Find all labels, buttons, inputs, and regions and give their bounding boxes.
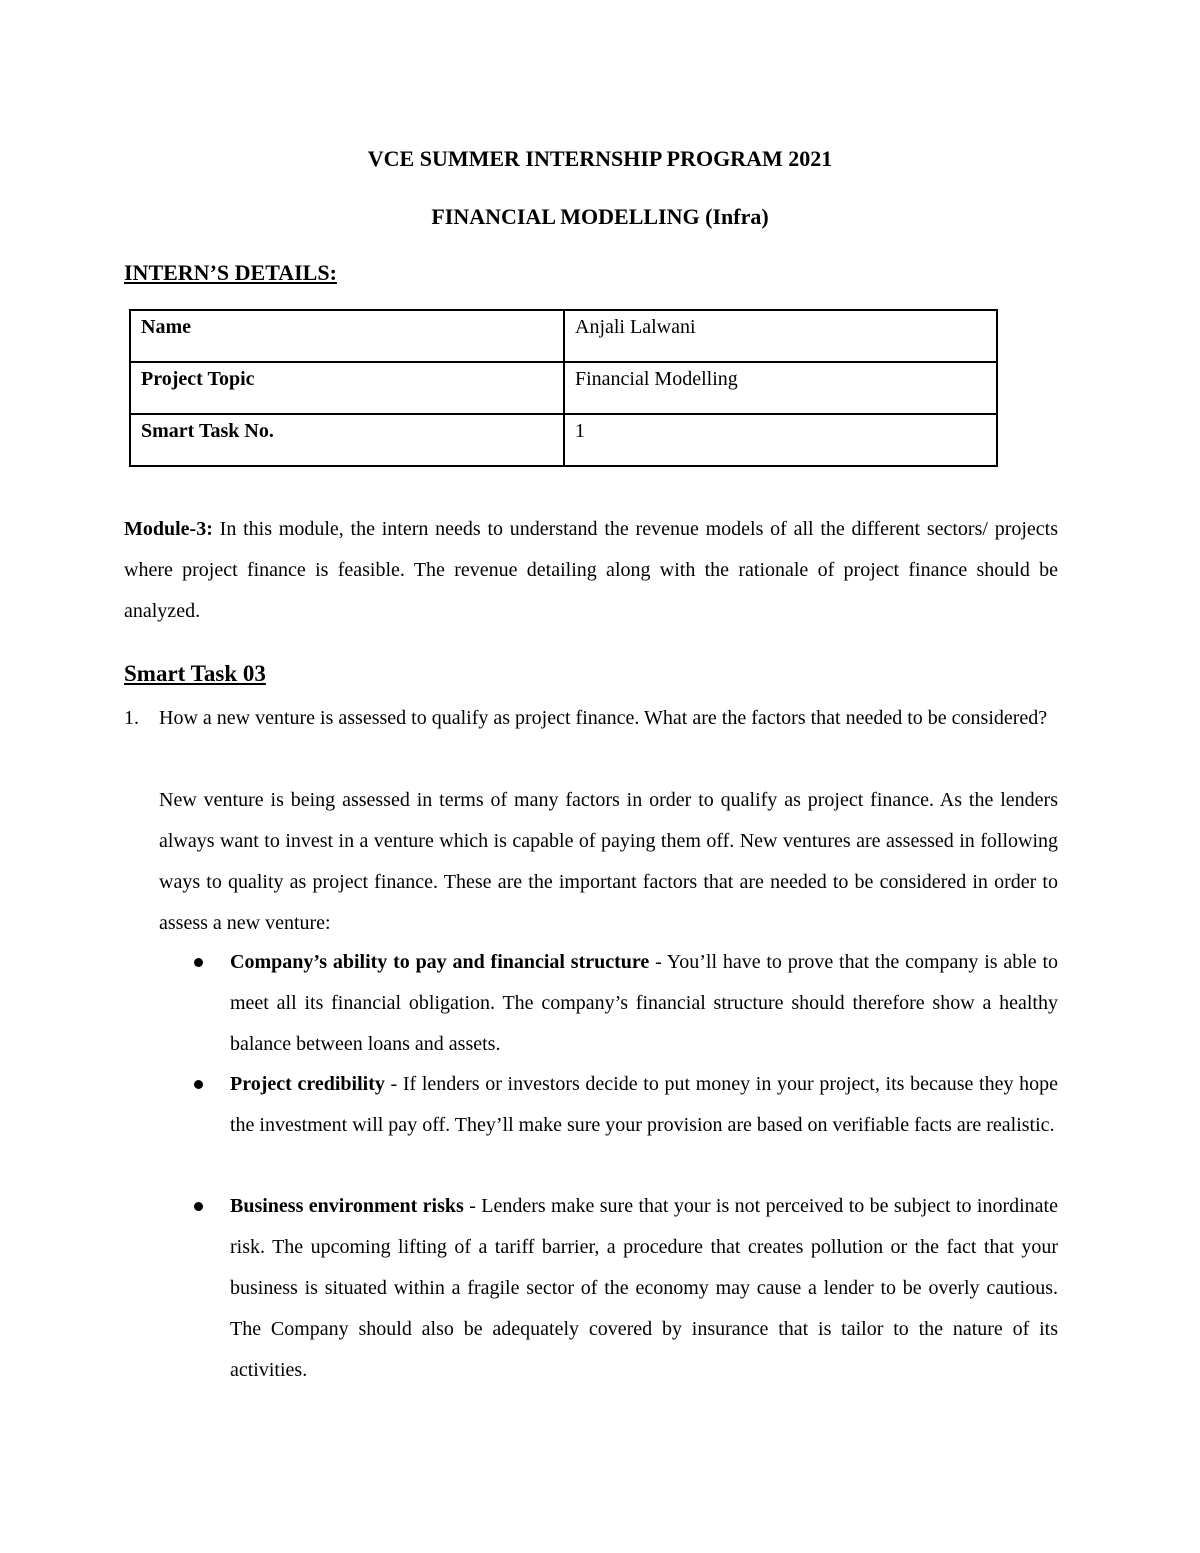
intern-details-heading: INTERN’S DETAILS: — [124, 260, 337, 285]
module-label: Module-3: — [124, 518, 213, 540]
question-text: How a new venture is assessed to qualify as project finance. What are the factors that needed to be considered? — [159, 707, 1048, 729]
name-value: Anjali Lalwani — [564, 310, 997, 362]
bullet-text: - Lenders make sure that your is not perceived to be subject to inordinate risk. The upcoming lifting of a tariff barrier, a procedure that creates pollution or the fact that your business is situated within a fragile sector of the economy may cause a lender to be overly cautious. The Company should also be adequately covered by insurance that is tailor to the nature of its activities. — [230, 1195, 1058, 1381]
bullet-title: Company’s ability to pay and financial structure — [230, 951, 650, 973]
bullet-icon — [194, 958, 203, 967]
module-paragraph — [124, 509, 1058, 632]
bullet-icon — [194, 1080, 203, 1089]
document-title: VCE SUMMER INTERNSHIP PROGRAM 2021 — [367, 146, 833, 171]
list-item — [159, 1064, 1058, 1146]
document-subtitle: FINANCIAL MODELLING (Infra) — [431, 204, 769, 229]
answer-paragraph: New venture is being assessed in terms of many factors in order to qualify as project finance. As the lenders always want to invest in a venture which is capable of paying them off. New ventures are assessed in following ways to quality as project finance. These are the important factors that are needed to be considered in order to assess a new venture: — [159, 789, 1058, 934]
list-item — [159, 1186, 1058, 1391]
bullet-text: - You’ll have to prove that the company is able to meet all its financial obligation. The company’s financial structure should therefore show a healthy balance between loans and assets. — [230, 951, 1058, 1055]
bullet-icon — [194, 1202, 203, 1211]
project-topic-value: Financial Modelling — [564, 362, 997, 414]
list-item — [159, 942, 1058, 1065]
bullet-title: Business environment risks — [230, 1195, 464, 1217]
smart-task-no-value: 1 — [564, 414, 997, 466]
intern-details-table — [129, 309, 998, 467]
table-row — [130, 362, 997, 414]
smart-task-heading: Smart Task 03 — [124, 661, 266, 686]
module-text: In this module, the intern needs to understand the revenue models of all the different sectors/ projects where project finance is feasible. The revenue detailing along with the rationale of project finance should be analyzed. — [124, 518, 1058, 622]
bullet-text: - If lenders or investors decide to put money in your project, its because they hope the investment will pay off. They’ll make sure your provision are based on verifiable facts are realistic. — [230, 1073, 1058, 1136]
project-topic-label: Project Topic — [130, 362, 564, 414]
table-row — [130, 310, 997, 362]
table-row — [130, 414, 997, 466]
question-item — [124, 698, 1058, 739]
question-number: 1. — [124, 707, 139, 729]
name-label: Name — [130, 310, 564, 362]
smart-task-no-label: Smart Task No. — [130, 414, 564, 466]
bullet-title: Project credibility — [230, 1073, 385, 1095]
